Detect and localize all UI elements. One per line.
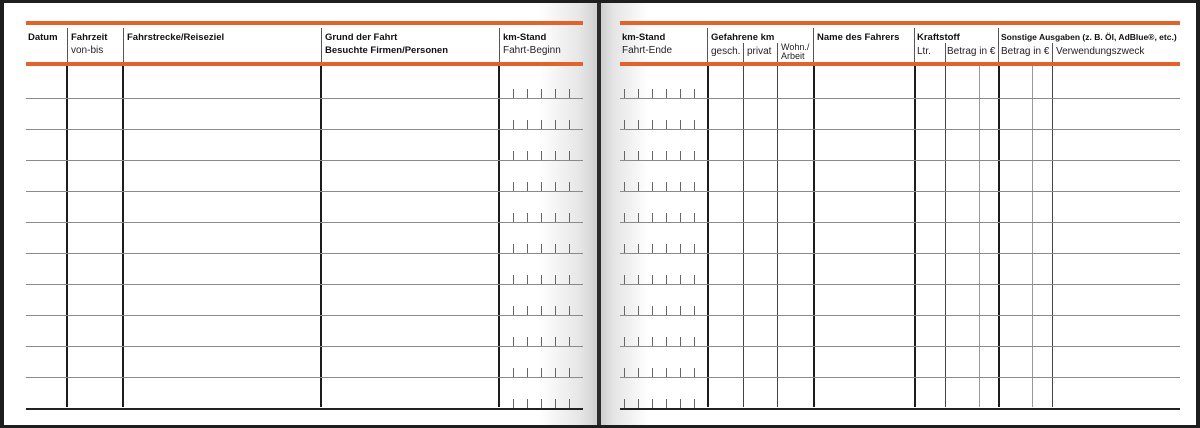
km-digit-tick	[624, 120, 625, 129]
col-fahrstrecke: Fahrstrecke/Reiseziel	[127, 32, 225, 43]
header-top-rule	[620, 21, 1180, 25]
km-digit-tick	[555, 399, 556, 408]
km-digit-tick	[652, 337, 653, 346]
km-digit-tick	[694, 399, 695, 408]
km-digit-tick	[666, 368, 667, 377]
kraftstoff-divider	[998, 66, 1000, 407]
km-digit-tick	[680, 275, 681, 284]
km-digit-tick	[624, 89, 625, 98]
betrag-sonstige-divider	[1052, 66, 1053, 407]
km-digit-tick	[541, 213, 542, 222]
km-digit-tick	[638, 89, 639, 98]
km-digit-tick	[638, 120, 639, 129]
col-gefahrene-km: Gefahrene km	[711, 32, 775, 43]
km-digit-tick	[541, 399, 542, 408]
km-digit-tick	[624, 337, 625, 346]
km-digit-tick	[666, 275, 667, 284]
fahrer-divider	[914, 66, 916, 407]
km-digit-tick	[694, 368, 695, 377]
km-digit-tick	[694, 151, 695, 160]
km-digit-tick	[513, 337, 514, 346]
km-digit-tick	[694, 337, 695, 346]
km-digit-tick	[569, 306, 570, 315]
km-digit-tick	[541, 120, 542, 129]
km-digit-tick	[513, 151, 514, 160]
col-fahrer: Name des Fahrers	[817, 32, 900, 43]
entry-row-line	[620, 222, 1180, 223]
col-km-stand-begin-sub: Fahrt-Beginn	[503, 45, 561, 56]
km-digit-tick	[624, 244, 625, 253]
km-digit-tick	[652, 275, 653, 284]
km-digit-tick	[569, 151, 570, 160]
km-digit-tick	[666, 306, 667, 315]
km-digit-tick	[680, 399, 681, 408]
km-digit-tick	[624, 213, 625, 222]
km-digit-tick	[555, 368, 556, 377]
header-top-rule	[26, 21, 583, 25]
km-digit-tick	[624, 399, 625, 408]
km-digit-tick	[555, 120, 556, 129]
km-digit-tick	[555, 213, 556, 222]
km-digit-tick	[694, 244, 695, 253]
km-digit-tick	[680, 120, 681, 129]
km-digit-tick	[666, 182, 667, 191]
km-digit-tick	[694, 89, 695, 98]
km-digit-tick	[513, 120, 514, 129]
col-ltr: Ltr.	[917, 46, 931, 57]
km-digit-tick	[666, 213, 667, 222]
entry-row-line	[620, 346, 1180, 347]
km-digit-tick	[680, 182, 681, 191]
col-gesch: gesch.	[711, 46, 741, 57]
entry-row-line	[26, 253, 583, 254]
col-betrag-sonstige: Betrag in €	[1001, 46, 1050, 57]
entry-row-line	[620, 160, 1180, 161]
sonstige-cents-divider	[1032, 66, 1033, 407]
col-km-stand-end: km-Stand	[622, 32, 666, 43]
entry-row-line	[620, 129, 1180, 130]
col-betrag-kraftstoff: Betrag in €	[947, 46, 996, 57]
privat-divider	[777, 66, 778, 407]
col-grund: Grund der Fahrt	[325, 32, 398, 43]
km-digit-tick	[694, 182, 695, 191]
km-digit-tick	[513, 275, 514, 284]
km-digit-tick	[666, 89, 667, 98]
km-digit-tick	[652, 151, 653, 160]
col-wohn-arbeit-2: Arbeit	[781, 51, 805, 61]
km-digit-tick	[541, 89, 542, 98]
col-kraftstoff: Kraftstoff	[917, 32, 960, 43]
km-digit-tick	[555, 151, 556, 160]
gesch-divider	[743, 66, 744, 407]
km-digit-tick	[541, 337, 542, 346]
km-digit-tick	[555, 337, 556, 346]
km-digit-tick	[666, 399, 667, 408]
km-digit-tick	[541, 244, 542, 253]
col-fahrzeit-sub: von-bis	[71, 45, 104, 56]
entry-row-line	[620, 408, 1180, 410]
header-bottom-rule	[620, 62, 1180, 66]
km-digit-tick	[527, 182, 528, 191]
km-digit-tick	[680, 368, 681, 377]
km-digit-tick	[652, 399, 653, 408]
km-digit-tick	[513, 213, 514, 222]
entry-row-line	[620, 315, 1180, 316]
km-digit-tick	[694, 306, 695, 315]
km-digit-tick	[638, 337, 639, 346]
km-digit-tick	[638, 275, 639, 284]
km-digit-tick	[638, 182, 639, 191]
km-digit-tick	[666, 120, 667, 129]
km-digit-tick	[527, 244, 528, 253]
km-digit-tick	[666, 337, 667, 346]
km-digit-tick	[666, 244, 667, 253]
entry-row-line	[620, 377, 1180, 378]
entry-row-line	[620, 98, 1180, 99]
fahrzeit-divider	[122, 66, 124, 407]
km-digit-tick	[680, 151, 681, 160]
entry-row-line	[620, 284, 1180, 285]
col-km-stand-begin: km-Stand	[503, 32, 547, 43]
km-digit-tick	[569, 399, 570, 408]
entry-row-line	[26, 346, 583, 347]
km-digit-tick	[694, 275, 695, 284]
km-digit-tick	[527, 213, 528, 222]
betrag-cents-divider	[979, 66, 980, 407]
km-digit-tick	[569, 244, 570, 253]
km-digit-tick	[569, 89, 570, 98]
km-digit-tick	[527, 151, 528, 160]
km-digit-tick	[624, 182, 625, 191]
entry-row-line	[26, 408, 583, 410]
right-page	[601, 3, 1196, 425]
km-digit-tick	[527, 275, 528, 284]
km-digit-tick	[666, 151, 667, 160]
left-page	[4, 3, 598, 425]
entry-row-line	[26, 315, 583, 316]
km-digit-tick	[513, 399, 514, 408]
km-digit-tick	[652, 213, 653, 222]
entry-row-line	[26, 222, 583, 223]
entry-row-line	[620, 253, 1180, 254]
km-digit-tick	[624, 306, 625, 315]
km-digit-tick	[527, 368, 528, 377]
km-digit-tick	[541, 368, 542, 377]
col-privat: privat	[747, 46, 772, 57]
km-digit-tick	[513, 89, 514, 98]
entry-row-line	[26, 284, 583, 285]
km-digit-tick	[624, 275, 625, 284]
km-digit-tick	[541, 306, 542, 315]
km-digit-tick	[624, 151, 625, 160]
km-digit-tick	[638, 151, 639, 160]
km-digit-tick	[555, 275, 556, 284]
km-digit-tick	[652, 306, 653, 315]
km-digit-tick	[680, 337, 681, 346]
entry-row-line	[26, 191, 583, 192]
col-sonstige: Sonstige Ausgaben (z. B. Öl, AdBlue®, etc.)	[1001, 32, 1177, 42]
km-digit-tick	[513, 306, 514, 315]
km-digit-tick	[513, 182, 514, 191]
km-digit-tick	[638, 368, 639, 377]
km-digit-tick	[527, 306, 528, 315]
km-digit-tick	[555, 182, 556, 191]
km-digit-tick	[652, 89, 653, 98]
fahrstrecke-divider	[320, 66, 322, 407]
logbook-spread	[4, 3, 1196, 425]
km-end-divider	[707, 66, 709, 407]
km-digit-tick	[680, 89, 681, 98]
km-digit-tick	[555, 306, 556, 315]
km-digit-tick	[652, 182, 653, 191]
col-fahrzeit: Fahrzeit	[71, 32, 108, 43]
grund-divider	[498, 66, 500, 407]
col-verwendungszweck: Verwendungszweck	[1056, 46, 1145, 57]
km-digit-tick	[527, 89, 528, 98]
km-digit-tick	[638, 244, 639, 253]
km-digit-tick	[569, 120, 570, 129]
km-digit-tick	[569, 182, 570, 191]
ltr-divider	[945, 66, 946, 407]
km-digit-tick	[624, 368, 625, 377]
km-digit-tick	[680, 213, 681, 222]
entry-row-line	[26, 377, 583, 378]
entry-row-line	[620, 191, 1180, 192]
km-digit-tick	[652, 368, 653, 377]
km-digit-tick	[555, 244, 556, 253]
km-digit-tick	[569, 368, 570, 377]
entry-row-line	[26, 160, 583, 161]
col-km-stand-end-sub: Fahrt-Ende	[622, 45, 673, 56]
km-digit-tick	[569, 337, 570, 346]
col-datum: Datum	[28, 32, 58, 43]
wohn-divider	[813, 66, 815, 407]
datum-divider	[66, 66, 68, 407]
km-digit-tick	[541, 275, 542, 284]
km-digit-tick	[638, 306, 639, 315]
col-wohn-arbeit-1: Wohn./	[781, 42, 810, 52]
km-digit-tick	[541, 151, 542, 160]
km-digit-tick	[638, 213, 639, 222]
km-digit-tick	[680, 306, 681, 315]
km-digit-tick	[694, 120, 695, 129]
col-grund-sub: Besuchte Firmen/Personen	[325, 45, 449, 56]
km-digit-tick	[527, 120, 528, 129]
km-digit-tick	[569, 275, 570, 284]
km-digit-tick	[694, 213, 695, 222]
km-digit-tick	[652, 120, 653, 129]
km-digit-tick	[513, 244, 514, 253]
km-digit-tick	[555, 89, 556, 98]
km-digit-tick	[569, 213, 570, 222]
km-digit-tick	[513, 368, 514, 377]
km-digit-tick	[652, 244, 653, 253]
km-digit-tick	[680, 244, 681, 253]
km-digit-tick	[541, 182, 542, 191]
entry-row-line	[26, 98, 583, 99]
entry-row-line	[26, 129, 583, 130]
km-digit-tick	[527, 399, 528, 408]
km-digit-tick	[527, 337, 528, 346]
km-digit-tick	[638, 399, 639, 408]
